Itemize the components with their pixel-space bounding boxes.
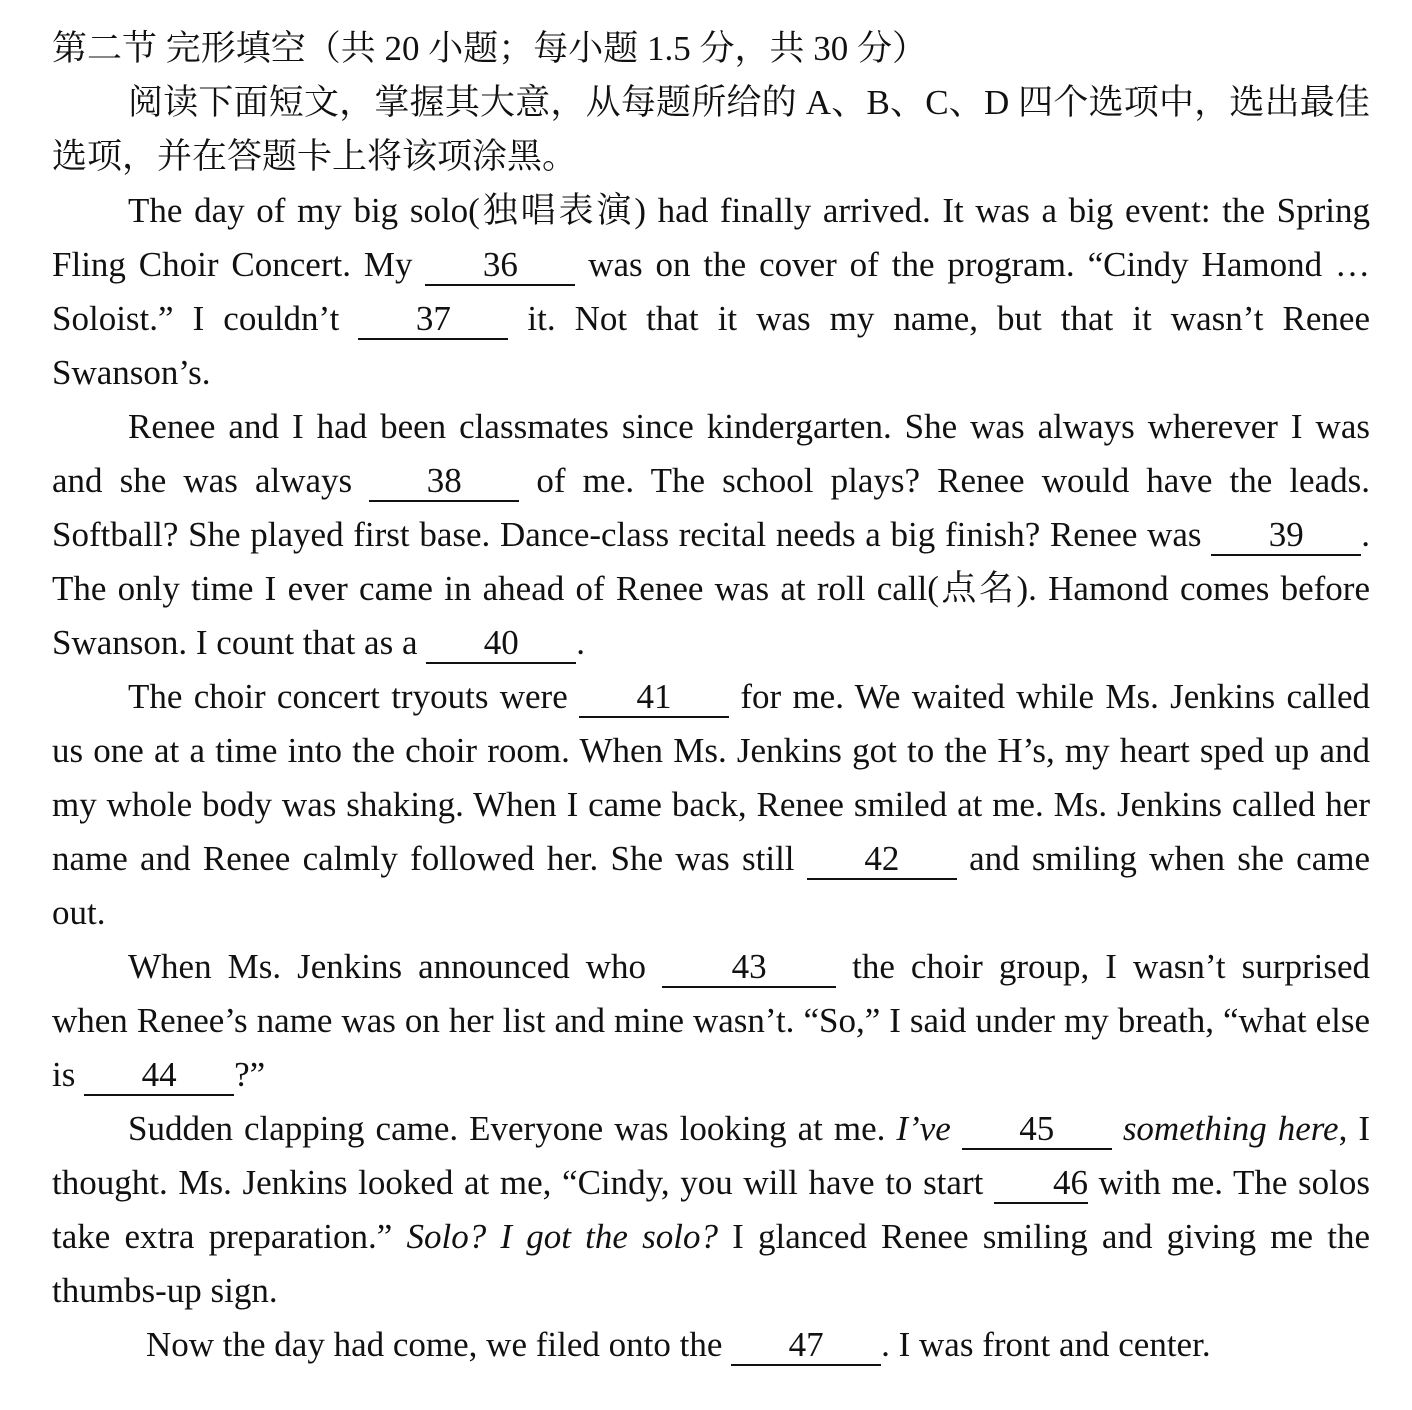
passage-text: The choir concert tryouts were xyxy=(128,677,580,716)
passage-text: Now the day had come, we filed onto the xyxy=(146,1325,732,1364)
passage-paragraph-4 xyxy=(52,940,1370,1102)
blank-39: 39 xyxy=(1211,516,1361,556)
blank-38: 38 xyxy=(369,462,519,502)
blank-43: 43 xyxy=(662,948,836,988)
passage-text: . I was front and center. xyxy=(881,1325,1211,1364)
passage-text: with me. The solos take extra preparation.” xyxy=(52,1163,1371,1256)
passage-text: of me. The school plays? Renee would have the leads. Softball? She played first base. Dance-class recital needs a big finish? Renee was xyxy=(52,461,1371,554)
blank-45: 45 xyxy=(962,1110,1112,1150)
passage-text: the choir group, I wasn’t surprised when Renee’s name was on her list and mine wasn’t. “So,” I said under my breath, “what else is xyxy=(52,947,1370,1094)
passage-paragraph-5 xyxy=(52,1102,1370,1318)
passage-text: . xyxy=(576,623,585,662)
passage-text: ?” xyxy=(234,1055,266,1094)
passage-paragraph-2 xyxy=(52,400,1370,670)
italic-text: something here xyxy=(1122,1109,1339,1148)
blank-36: 36 xyxy=(425,246,575,286)
passage-text: When Ms. Jenkins announced who xyxy=(128,947,663,986)
passage-text: . The only time I ever came in ahead of Renee was at roll call(点名). Hamond comes before Swanson. I count that as a xyxy=(52,515,1370,662)
passage-paragraph-3 xyxy=(52,670,1370,940)
blank-41: 41 xyxy=(579,678,729,718)
cloze-section xyxy=(52,22,1370,1372)
blank-40: 40 xyxy=(426,624,576,664)
blank-44: 44 xyxy=(84,1056,234,1096)
blank-46: 46 xyxy=(994,1164,1088,1204)
passage-text: was on the cover of the program. “Cindy Hamond … Soloist.” I couldn’t xyxy=(52,245,1370,338)
blank-42: 42 xyxy=(807,840,957,880)
blank-47: 47 xyxy=(731,1326,881,1366)
italic-text: Solo? I got the solo? xyxy=(406,1217,718,1256)
passage-text: and smiling when she came out. xyxy=(52,839,1370,932)
passage-text: for me. We waited while Ms. Jenkins called us one at a time into the choir room. When Ms. Jenkins got to the H’s, my heart sped up and my whole body was shaking. When I came back, Renee smiled at me. Ms. Jenkins called her name and Renee calmly followed her. She was still xyxy=(52,677,1370,878)
passage-text: I glanced Renee smiling and giving me the thumbs-up sign. xyxy=(52,1217,1371,1310)
blank-37: 37 xyxy=(358,300,508,340)
italic-text: I’ve xyxy=(896,1109,951,1148)
passage-paragraph-1 xyxy=(52,184,1370,400)
passage-paragraph-6 xyxy=(52,1318,1370,1372)
passage-text: The day of my big solo(独唱表演) had finally arrived. It was a big event: the Spring Fling Choir Concert. My xyxy=(52,191,1370,284)
section-title: 第二节 完形填空（共 20 小题；每小题 1.5 分，共 30 分） xyxy=(52,29,928,68)
instructions: 阅读下面短文，掌握其大意，从每题所给的 A、B、C、D 四个选项中，选出最佳选项，并在答题卡上将该项涂黑。 xyxy=(52,83,1370,176)
passage-text: it. Not that it was my name, but that it wasn’t Renee Swanson’s. xyxy=(52,299,1370,392)
passage-text: , I thought. Ms. Jenkins looked at me, “Cindy, you will have to start xyxy=(52,1109,1371,1202)
passage-text: Renee and I had been classmates since kindergarten. She was always wherever I was and she was always xyxy=(52,407,1370,500)
passage-text: Sudden clapping came. Everyone was looking at me. xyxy=(128,1109,897,1148)
